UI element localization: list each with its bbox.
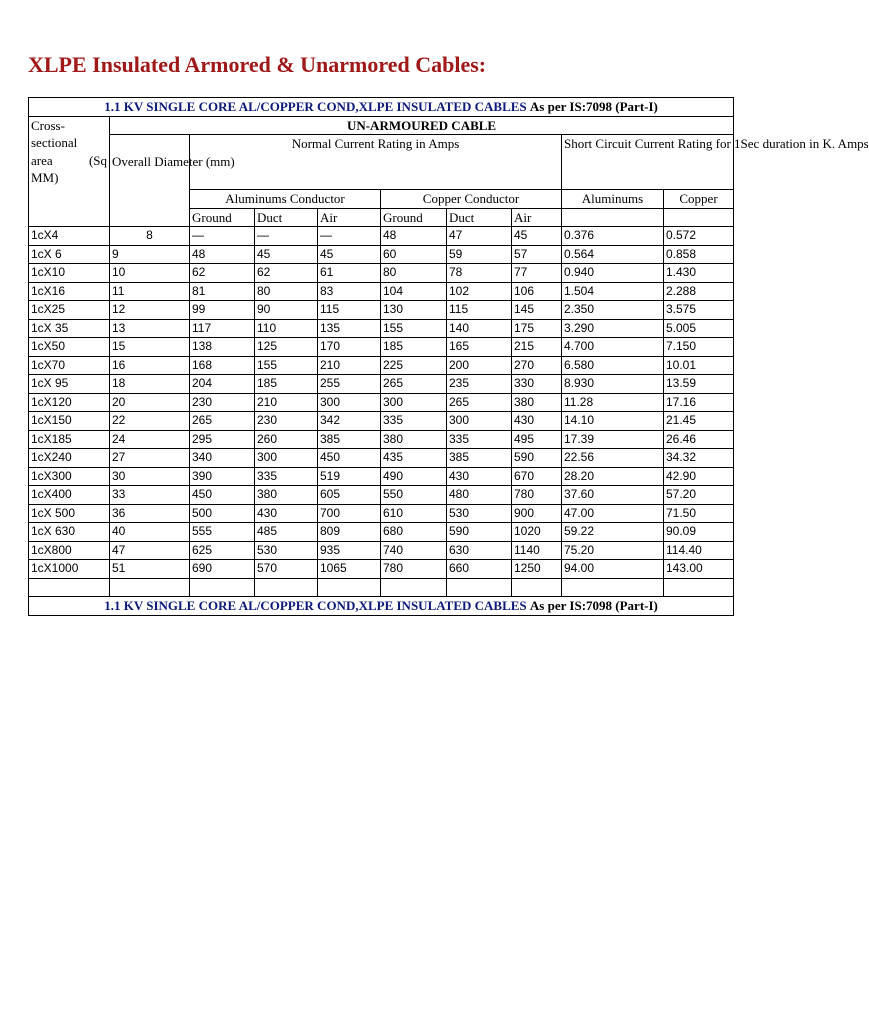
cu-air-header: Air: [512, 208, 562, 227]
cell-dia: 30: [110, 467, 190, 486]
table-row: [29, 467, 734, 486]
cell-cu-duct: 200: [447, 356, 512, 375]
filler-cell: [190, 578, 255, 597]
table-row: [29, 338, 734, 357]
cell-sc-al: 0.564: [562, 245, 664, 264]
cell-al-ground: 555: [190, 523, 255, 542]
cross-line-3-right: (Sq: [88, 152, 107, 168]
cell-al-air: 450: [318, 449, 381, 468]
cell-cu-air: 45: [512, 227, 562, 246]
cross-line-4: MM): [31, 170, 59, 185]
table-banner: [29, 98, 734, 117]
cell-al-duct: 110: [255, 319, 318, 338]
cell-cu-duct: 660: [447, 560, 512, 579]
cell-sc-cu: 5.005: [664, 319, 734, 338]
cell-area: 1cX25: [29, 301, 110, 320]
cell-cu-duct: 115: [447, 301, 512, 320]
cell-cu-air: 430: [512, 412, 562, 431]
cell-dia: 27: [110, 449, 190, 468]
filler-cell: [447, 578, 512, 597]
cell-cu-duct: 300: [447, 412, 512, 431]
cell-cu-air: 380: [512, 393, 562, 412]
cell-sc-cu: 0.858: [664, 245, 734, 264]
cell-sc-cu: 26.46: [664, 430, 734, 449]
cell-cu-ground: 300: [381, 393, 447, 412]
cell-dia: 47: [110, 541, 190, 560]
banner-spec-text: As per IS:7098 (Part-I): [529, 99, 658, 114]
cell-sc-cu: 34.32: [664, 449, 734, 468]
cell-cu-ground: 680: [381, 523, 447, 542]
cell-cu-ground: 740: [381, 541, 447, 560]
cell-al-ground: 690: [190, 560, 255, 579]
cell-cu-duct: 630: [447, 541, 512, 560]
cell-sc-cu: 13.59: [664, 375, 734, 394]
sc-al-blank-header: [562, 208, 664, 227]
filler-cell: [110, 578, 190, 597]
footer-spec-text: As per IS:7098 (Part-I): [529, 598, 658, 613]
cell-dia: 20: [110, 393, 190, 412]
cell-cu-air: 1250: [512, 560, 562, 579]
cell-dia: 9: [110, 245, 190, 264]
table-row: [29, 412, 734, 431]
cell-al-ground: 204: [190, 375, 255, 394]
cell-cu-ground: 435: [381, 449, 447, 468]
cell-cu-air: 1140: [512, 541, 562, 560]
cell-sc-cu: 57.20: [664, 486, 734, 505]
cross-line-3: [31, 152, 107, 170]
cell-al-ground: 625: [190, 541, 255, 560]
cell-area: 1cX4: [29, 227, 110, 246]
cell-sc-cu: 90.09: [664, 523, 734, 542]
cell-sc-al: 4.700: [562, 338, 664, 357]
cell-al-ground: 117: [190, 319, 255, 338]
cell-sc-cu: 3.575: [664, 301, 734, 320]
cell-al-duct: 155: [255, 356, 318, 375]
cell-cu-air: 670: [512, 467, 562, 486]
cell-al-duct: 45: [255, 245, 318, 264]
cell-sc-al: 14.10: [562, 412, 664, 431]
table-row: [29, 301, 734, 320]
cell-cu-duct: 140: [447, 319, 512, 338]
cell-cu-air: 57: [512, 245, 562, 264]
cell-sc-cu: 1.430: [664, 264, 734, 283]
cell-cu-air: 270: [512, 356, 562, 375]
table-row: [29, 375, 734, 394]
cell-al-duct: 125: [255, 338, 318, 357]
filler-cell: [664, 578, 734, 597]
cell-al-duct: 80: [255, 282, 318, 301]
cell-al-ground: 450: [190, 486, 255, 505]
cable-rating-table: [28, 97, 869, 616]
cell-cu-air: 145: [512, 301, 562, 320]
cell-cu-air: 215: [512, 338, 562, 357]
cell-sc-al: 47.00: [562, 504, 664, 523]
cell-al-ground: 168: [190, 356, 255, 375]
cell-al-air: 1065: [318, 560, 381, 579]
cell-cu-duct: 530: [447, 504, 512, 523]
cell-area: 1cX50: [29, 338, 110, 357]
cell-al-air: 115: [318, 301, 381, 320]
cell-cu-duct: 59: [447, 245, 512, 264]
cell-area: 1cX150: [29, 412, 110, 431]
cell-area: 1cX800: [29, 541, 110, 560]
cell-al-ground: 340: [190, 449, 255, 468]
cell-al-air: 170: [318, 338, 381, 357]
filler-cell: [562, 578, 664, 597]
cell-dia: 40: [110, 523, 190, 542]
cell-cu-duct: 165: [447, 338, 512, 357]
cell-cu-ground: 80: [381, 264, 447, 283]
cell-al-air: 385: [318, 430, 381, 449]
cell-al-air: 519: [318, 467, 381, 486]
cell-al-air: 809: [318, 523, 381, 542]
cell-cu-air: 106: [512, 282, 562, 301]
cell-al-air: 210: [318, 356, 381, 375]
al-ground-header: Ground: [190, 208, 255, 227]
cell-area: 1cX120: [29, 393, 110, 412]
cell-al-air: 135: [318, 319, 381, 338]
cell-al-ground: 48: [190, 245, 255, 264]
table-row: [29, 504, 734, 523]
cell-cu-duct: 265: [447, 393, 512, 412]
cu-ground-header: Ground: [381, 208, 447, 227]
cell-sc-cu: 21.45: [664, 412, 734, 431]
cell-al-duct: 230: [255, 412, 318, 431]
cell-al-ground: 390: [190, 467, 255, 486]
cell-area: 1cX 95: [29, 375, 110, 394]
cell-al-duct: 530: [255, 541, 318, 560]
cell-al-ground: 62: [190, 264, 255, 283]
cell-al-duct: 485: [255, 523, 318, 542]
table-row: [29, 486, 734, 505]
cell-cu-ground: 60: [381, 245, 447, 264]
cell-cu-duct: 47: [447, 227, 512, 246]
cell-area: 1cX 35: [29, 319, 110, 338]
cell-sc-al: 2.350: [562, 301, 664, 320]
filler-cell: [318, 578, 381, 597]
cell-cu-air: 495: [512, 430, 562, 449]
cell-al-air: 342: [318, 412, 381, 431]
cross-line-2: sectional: [31, 135, 78, 150]
table-row: [29, 264, 734, 283]
footer-main-text: 1.1 KV SINGLE CORE AL/COPPER COND,XLPE INSULATED CABLES: [104, 598, 530, 613]
cell-sc-cu: 10.01: [664, 356, 734, 375]
cross-section-header: [29, 116, 110, 227]
cell-area: 1cX400: [29, 486, 110, 505]
cell-al-ground: 81: [190, 282, 255, 301]
cell-cu-ground: 265: [381, 375, 447, 394]
table-row: [29, 227, 734, 246]
cell-cu-ground: 185: [381, 338, 447, 357]
table-row: [29, 245, 734, 264]
cross-line-1: Cross-: [31, 117, 65, 133]
short-circuit-header: Short Circuit Current Rating for 1Sec duration in K. Amps: [562, 135, 734, 190]
cell-al-ground: 230: [190, 393, 255, 412]
cell-al-ground: 265: [190, 412, 255, 431]
cell-al-air: 45: [318, 245, 381, 264]
cell-cu-air: 77: [512, 264, 562, 283]
cell-cu-ground: 155: [381, 319, 447, 338]
table-body: [29, 227, 734, 579]
cell-cu-duct: 235: [447, 375, 512, 394]
cell-cu-ground: 130: [381, 301, 447, 320]
cell-area: 1cX10: [29, 264, 110, 283]
cell-al-ground: 295: [190, 430, 255, 449]
table-row: [29, 523, 734, 542]
cell-al-ground: 99: [190, 301, 255, 320]
cell-sc-cu: 17.16: [664, 393, 734, 412]
cell-sc-cu: 143.00: [664, 560, 734, 579]
cell-sc-cu: 7.150: [664, 338, 734, 357]
sc-aluminums-header: Aluminums: [562, 190, 664, 209]
cell-sc-al: 75.20: [562, 541, 664, 560]
cell-al-air: 61: [318, 264, 381, 283]
cell-al-air: 83: [318, 282, 381, 301]
cell-sc-al: 11.28: [562, 393, 664, 412]
table-row: [29, 449, 734, 468]
cell-cu-ground: 380: [381, 430, 447, 449]
cell-al-duct: 300: [255, 449, 318, 468]
cell-sc-al: 37.60: [562, 486, 664, 505]
cell-sc-al: 94.00: [562, 560, 664, 579]
cell-al-air: 605: [318, 486, 381, 505]
sc-copper-header: Copper: [664, 190, 734, 209]
cell-dia: 18: [110, 375, 190, 394]
cu-duct-header: Duct: [447, 208, 512, 227]
normal-current-header: Normal Current Rating in Amps: [190, 135, 562, 190]
cell-al-duct: —: [255, 227, 318, 246]
cell-sc-al: 6.580: [562, 356, 664, 375]
cell-cu-air: 1020: [512, 523, 562, 542]
cell-cu-ground: 48: [381, 227, 447, 246]
filler-cell: [381, 578, 447, 597]
cell-area: 1cX70: [29, 356, 110, 375]
cell-sc-cu: 0.572: [664, 227, 734, 246]
cell-sc-al: 1.504: [562, 282, 664, 301]
cell-cu-ground: 490: [381, 467, 447, 486]
cell-al-duct: 62: [255, 264, 318, 283]
cell-dia: 15: [110, 338, 190, 357]
cell-al-duct: 335: [255, 467, 318, 486]
cell-area: 1cX16: [29, 282, 110, 301]
cell-dia: 10: [110, 264, 190, 283]
cell-al-air: 255: [318, 375, 381, 394]
filler-cell: [255, 578, 318, 597]
cell-dia: 16: [110, 356, 190, 375]
cell-al-duct: 185: [255, 375, 318, 394]
cell-al-air: —: [318, 227, 381, 246]
cell-area: 1cX 500: [29, 504, 110, 523]
cell-cu-air: 780: [512, 486, 562, 505]
cell-sc-al: 3.290: [562, 319, 664, 338]
cell-cu-air: 590: [512, 449, 562, 468]
cell-dia: 51: [110, 560, 190, 579]
cell-cu-duct: 480: [447, 486, 512, 505]
cell-dia: 8: [110, 227, 190, 246]
cell-al-air: 700: [318, 504, 381, 523]
page-title: XLPE Insulated Armored & Unarmored Cables:: [28, 52, 487, 77]
cell-sc-al: 59.22: [562, 523, 664, 542]
cell-area: 1cX 6: [29, 245, 110, 264]
filler-cell: [29, 578, 110, 597]
cell-cu-ground: 780: [381, 560, 447, 579]
table-row: [29, 541, 734, 560]
table-row: [29, 356, 734, 375]
cell-cu-air: 330: [512, 375, 562, 394]
table-row: [29, 430, 734, 449]
cell-sc-cu: 114.40: [664, 541, 734, 560]
cell-sc-al: 0.376: [562, 227, 664, 246]
cell-sc-cu: 42.90: [664, 467, 734, 486]
cell-sc-cu: 71.50: [664, 504, 734, 523]
cell-cu-duct: 102: [447, 282, 512, 301]
cell-cu-air: 900: [512, 504, 562, 523]
table-row: [29, 319, 734, 338]
cell-area: 1cX240: [29, 449, 110, 468]
cell-cu-ground: 225: [381, 356, 447, 375]
cell-cu-air: 175: [512, 319, 562, 338]
cell-al-duct: 430: [255, 504, 318, 523]
cell-area: 1cX 630: [29, 523, 110, 542]
banner-main-text: 1.1 KV SINGLE CORE AL/COPPER COND,XLPE INSULATED CABLES: [104, 99, 530, 114]
cell-al-duct: 380: [255, 486, 318, 505]
cell-sc-al: 22.56: [562, 449, 664, 468]
cell-cu-ground: 104: [381, 282, 447, 301]
table-row: [29, 393, 734, 412]
aluminums-conductor-header: Aluminums Conductor: [190, 190, 381, 209]
cell-cu-duct: 590: [447, 523, 512, 542]
cell-cu-ground: 550: [381, 486, 447, 505]
cell-al-duct: 210: [255, 393, 318, 412]
cell-sc-al: 28.20: [562, 467, 664, 486]
cell-al-duct: 570: [255, 560, 318, 579]
cell-dia: 24: [110, 430, 190, 449]
al-air-header: Air: [318, 208, 381, 227]
cell-cu-duct: 335: [447, 430, 512, 449]
cell-dia: 22: [110, 412, 190, 431]
cell-area: 1cX185: [29, 430, 110, 449]
cell-dia: 11: [110, 282, 190, 301]
cell-al-air: 300: [318, 393, 381, 412]
overall-diameter-header: Overall Diameter (mm): [110, 135, 190, 227]
table-footer-banner: [29, 597, 734, 616]
cell-al-air: 935: [318, 541, 381, 560]
cell-dia: 13: [110, 319, 190, 338]
cell-area: 1cX300: [29, 467, 110, 486]
unarmoured-header: UN-ARMOURED CABLE: [110, 116, 734, 135]
cell-sc-al: 8.930: [562, 375, 664, 394]
sc-cu-blank-header: [664, 208, 734, 227]
cell-cu-ground: 335: [381, 412, 447, 431]
cell-cu-duct: 78: [447, 264, 512, 283]
cell-al-duct: 90: [255, 301, 318, 320]
al-duct-header: Duct: [255, 208, 318, 227]
cell-sc-al: 0.940: [562, 264, 664, 283]
cell-cu-duct: 430: [447, 467, 512, 486]
cell-dia: 12: [110, 301, 190, 320]
cell-sc-al: 17.39: [562, 430, 664, 449]
cross-line-3-left: area: [31, 152, 53, 168]
table-row: [29, 560, 734, 579]
cell-al-ground: 138: [190, 338, 255, 357]
cell-dia: 36: [110, 504, 190, 523]
cell-al-ground: 500: [190, 504, 255, 523]
cell-al-duct: 260: [255, 430, 318, 449]
cell-dia: 33: [110, 486, 190, 505]
cell-al-ground: —: [190, 227, 255, 246]
table-row: [29, 282, 734, 301]
cell-cu-duct: 385: [447, 449, 512, 468]
copper-conductor-header: Copper Conductor: [381, 190, 562, 209]
cell-area: 1cX1000: [29, 560, 110, 579]
cell-cu-ground: 610: [381, 504, 447, 523]
filler-cell: [512, 578, 562, 597]
cell-sc-cu: 2.288: [664, 282, 734, 301]
